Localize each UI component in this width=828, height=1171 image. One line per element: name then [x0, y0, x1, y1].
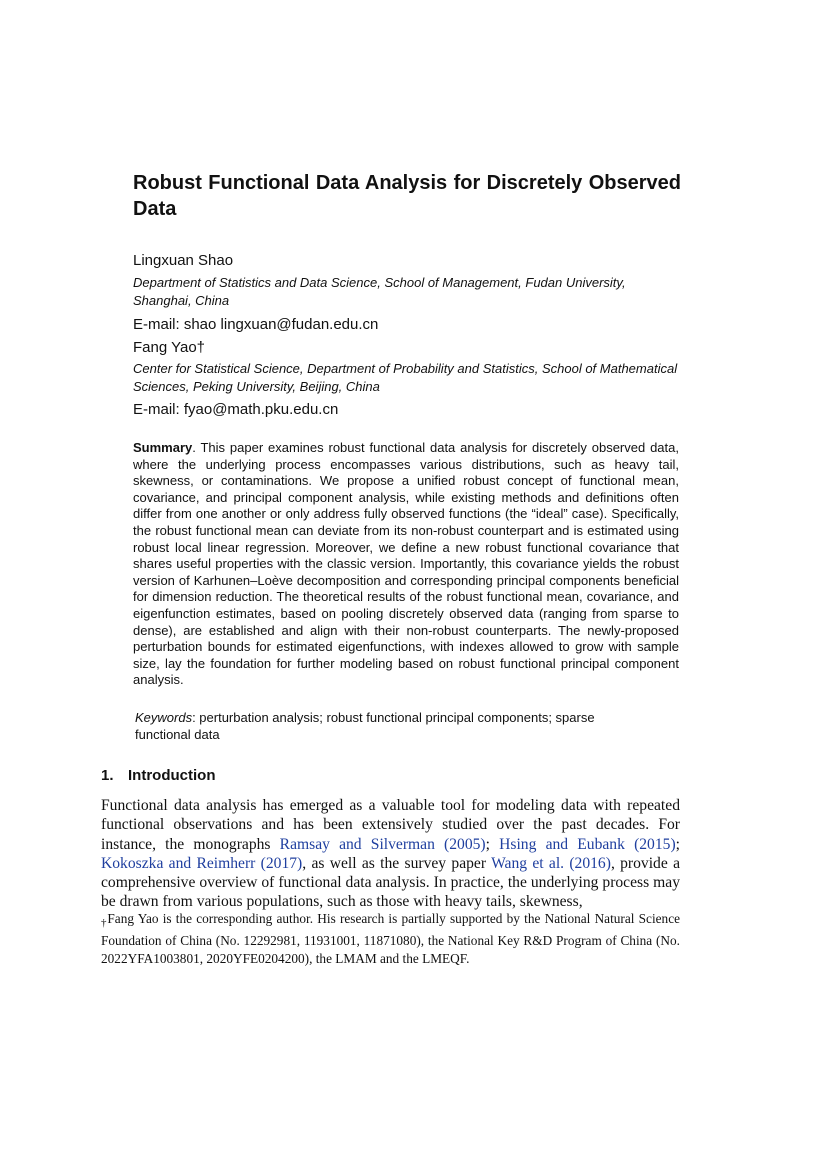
author-email: E-mail: fyao@math.pku.edu.cn — [133, 401, 339, 418]
body-text: ; — [675, 835, 680, 853]
paper-title: Robust Functional Data Analysis for Discretely Observed Data — [133, 172, 681, 220]
keywords — [135, 710, 645, 743]
body-text: Functional data analysis has emerged as a valuable tool for modeling data with repeated functional observations and has been extensively studied over the past decades. For instance, the monographs — [101, 797, 680, 853]
abstract — [133, 440, 679, 689]
author-name: Fang Yao† — [133, 339, 206, 356]
footnote-mark: † — [101, 917, 108, 929]
author-name: Lingxuan Shao — [133, 252, 234, 269]
body-text: , as well as the survey paper — [302, 854, 492, 872]
section-title: Introduction — [128, 767, 216, 784]
author-affiliation: Center for Statistical Science, Department of Probability and Statistics, School of Mathematical Sciences, Peking University, Beijing, China — [133, 361, 678, 394]
keywords-text: : perturbation analysis; robust functional principal components; sparse functional data — [135, 710, 595, 742]
intro-paragraph — [101, 796, 680, 912]
footnote-text: Fang Yao is the corresponding author. His research is partially supported by the National Natural Science Foundation of China (No. 12292981, 11931001, 11871080), the National Key R&D Program of China (No. 2022YFA1003801, 2020YFE0204200), the LMAM and the LMEQF. — [101, 911, 681, 966]
section-number: 1. — [101, 767, 114, 784]
section-heading — [101, 767, 215, 784]
summary-text: . This paper examines robust functional data analysis for discretely observed data, where the underlying process encompasses various distributions, such as heavy tail, skewness, or contaminations. We propose a unified robust concept of functional mean, covariance, and principal component analysis, while existing methods and definitions often differ from one another or only address fully observed functions (the “ideal” case). Specifically, the robust functional mean can deviate from its non-robust counterpart and is estimated using robust local linear regression. Moreover, we define a new robust functional covariance that shares useful properties with the classic version. Importantly, this covariance yields the robust version of Karhunen–Loève decomposition and corresponding principal components beneficial for dimension reduction. The theoretical results of the robust functional mean, covariance, and eigenfunction estimates, based on pooling discretely observed data (ranging from sparse to dense), are established and align with their non-robust counterparts. The newly-proposed perturbation bounds for estimated eigenfunctions, with indexes allowed to grow with sample size, lay the foundation for further modeling based on robust functional principal component analysis. — [133, 440, 679, 688]
citation-link[interactable]: Hsing and Eubank (2015) — [499, 835, 676, 853]
citation-link[interactable]: Wang et al. (2016) — [491, 854, 611, 872]
footnote — [101, 910, 680, 968]
body-text: , provide a comprehensive overview of functional data analysis. In practice, the underlying process may be drawn from various populations, such as those with heavy tails, skewness, — [101, 854, 680, 911]
citation-link[interactable]: Kokoszka and Reimherr (2017) — [101, 854, 303, 872]
author-email: E-mail: shao lingxuan@fudan.edu.cn — [133, 316, 379, 333]
keywords-label: Keywords — [135, 710, 193, 725]
citation-link[interactable]: Ramsay and Silverman (2005) — [279, 835, 486, 853]
summary-label: Summary — [133, 440, 193, 455]
body-text: ; — [485, 835, 500, 853]
author-affiliation: Department of Statistics and Data Science, School of Management, Fudan University, Shanghai, China — [133, 275, 626, 308]
